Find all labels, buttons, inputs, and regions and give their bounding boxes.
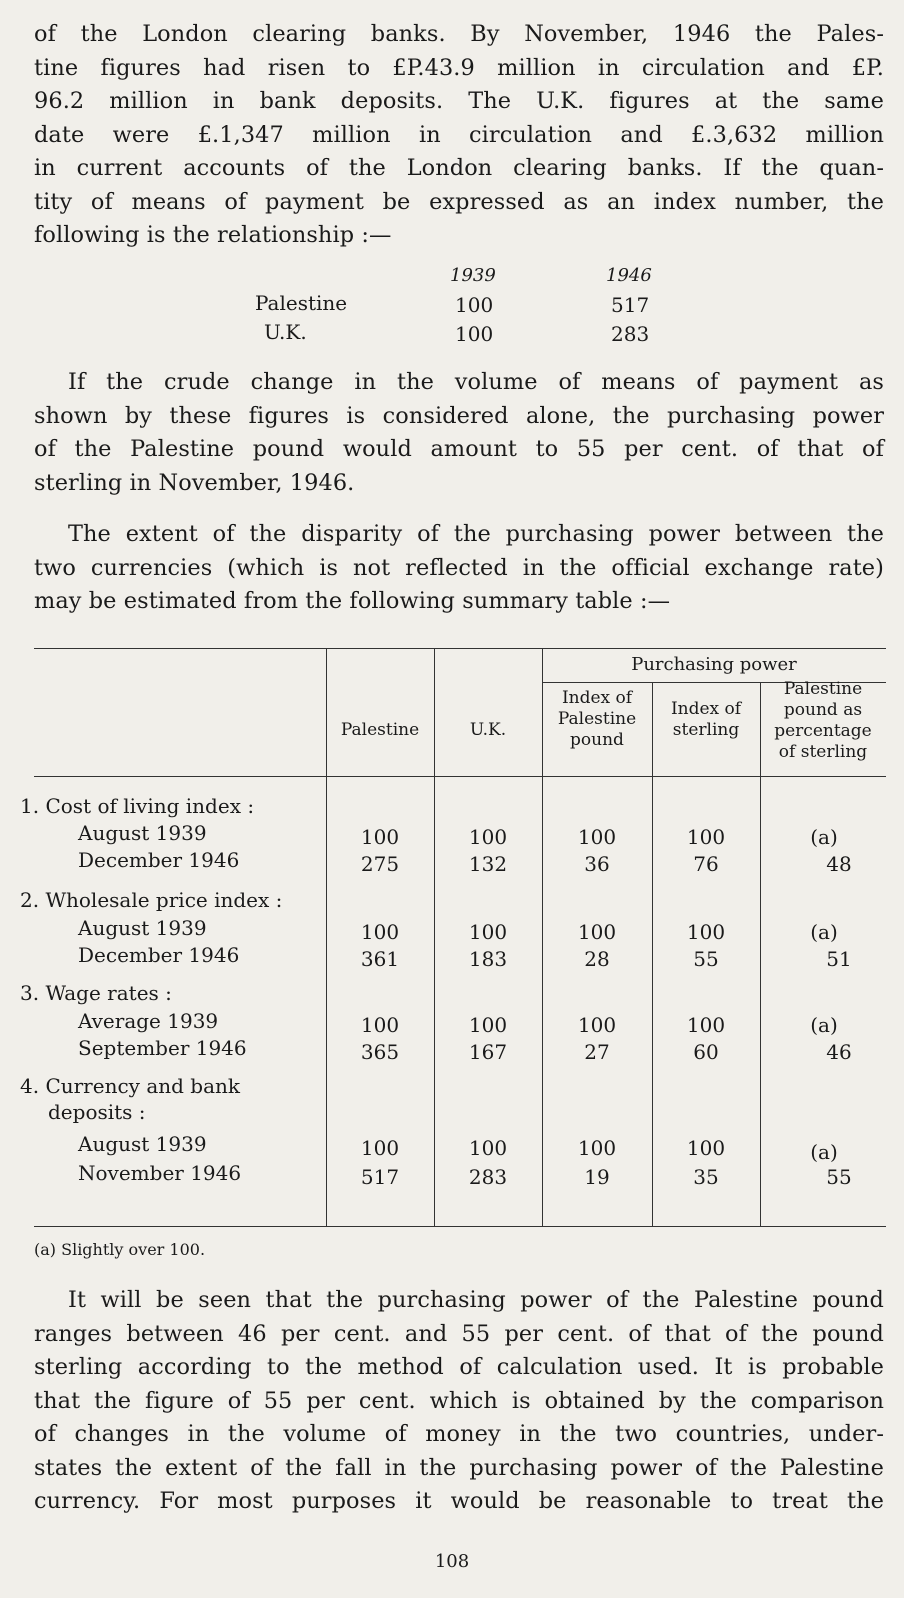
section-title-wage-rates: 3. Wage rates : [20,981,172,1005]
text-line: two currencies (which is not reflected in the official exchange rate) [34,554,884,581]
text-line: shown by these figures is considered alone, the purchasing power [34,402,884,429]
cell-value: 361 [360,947,400,971]
cell-value: 100 [577,920,617,944]
cell-value: 100 [360,1013,400,1037]
relationship-value: 100 [455,293,494,317]
cell-value: (a) [810,1013,838,1037]
table-top-rule [34,648,886,649]
cell-value: 100 [468,825,508,849]
cell-value: 35 [693,1165,719,1189]
cell-value: 183 [468,947,508,971]
cell-value: 132 [468,852,508,876]
header-index-sterling: Index of sterling [670,699,742,740]
header-bottom-rule [34,776,886,777]
text-line: If the crude change in the volume of means of payment as [68,369,884,395]
cell-value: 100 [577,1013,617,1037]
cell-value: 100 [577,825,617,849]
row-label: December 1946 [78,848,240,872]
text-line: of the London clearing banks. By November, 1946 the Pales- [34,21,884,47]
relationship-label-palestine: Palestine [255,291,348,315]
row-label: September 1946 [78,1036,247,1060]
cell-value: 100 [468,1013,508,1037]
section-title-deposits: deposits : [48,1100,146,1124]
cell-value: 36 [584,852,610,876]
paragraph-conclusion [34,1284,884,1519]
page-number: 108 [434,1551,470,1572]
cell-value: 27 [584,1040,610,1064]
cell-value: 28 [584,947,610,971]
column-divider [652,682,653,1226]
cell-value: 283 [468,1165,508,1189]
text-line: following is the relationship :— [34,222,392,248]
relationship-value: 100 [455,322,494,346]
text-line: tine figures had risen to £P.43.9 million in circulation and £P. [34,54,884,81]
text-line: that the figure of 55 per cent. which is obtained by the comparison [34,1387,884,1414]
header-palestine: Palestine [340,720,420,740]
text-line: 96.2 million in bank deposits. The U.K. figures at the same [34,88,884,114]
header-purchasing-power: Purchasing power [631,654,797,675]
cell-value: 100 [686,1013,726,1037]
row-label: August 1939 [78,1132,207,1156]
cell-value: 51 [826,947,852,971]
relationship-year-1939: 1939 [450,265,496,286]
cell-value: 55 [693,947,719,971]
cell-value: 100 [686,825,726,849]
relationship-value: 283 [611,322,650,346]
cell-value: 100 [360,825,400,849]
row-label: November 1946 [78,1161,242,1185]
section-title-wholesale-price: 2. Wholesale price index : [20,888,283,912]
relationship-year-1946: 1946 [606,265,652,286]
cell-value: 365 [360,1040,400,1064]
cell-value: 100 [577,1136,617,1160]
paragraph-crude-change [34,366,884,500]
cell-value: 100 [468,1136,508,1160]
text-line: date were £.1,347 million in circulation and £.3,632 million [34,121,884,148]
row-label: December 1946 [78,943,240,967]
cell-value: 517 [360,1165,400,1189]
cell-value: 100 [360,1136,400,1160]
table-footnote: (a) Slightly over 100. [34,1240,206,1259]
text-line: sterling in November, 1946. [34,469,355,496]
text-line: in current accounts of the London clearing banks. If the quan- [34,155,884,181]
cell-value: (a) [810,825,838,849]
cell-value: 100 [686,920,726,944]
cell-value: 19 [584,1165,610,1189]
row-label: August 1939 [78,916,207,940]
text-line: sterling according to the method of calculation used. It is probable [34,1354,884,1380]
cell-value: (a) [810,1140,838,1164]
cell-value: 60 [693,1040,719,1064]
section-title-cost-of-living: 1. Cost of living index : [20,794,255,818]
row-label: August 1939 [78,821,207,845]
cell-value: 76 [693,852,719,876]
cell-value: 55 [826,1165,852,1189]
header-uk: U.K. [469,720,507,740]
header-percentage-of-sterling: Palestine pound as percentage of sterling [774,679,872,762]
table-bottom-rule [34,1226,886,1227]
text-line: ranges between 46 per cent. and 55 per cent. of that of the pound [34,1320,884,1347]
cell-value: 46 [826,1040,852,1064]
text-line: currency. For most purposes it would be reasonable to treat the [34,1488,884,1514]
cell-value: 100 [686,1136,726,1160]
column-divider [760,682,761,1226]
relationship-value: 517 [611,293,650,317]
text-line: tity of means of payment be expressed as an index number, the [34,188,884,215]
paragraph-intro [34,18,884,253]
relationship-label-uk: U.K. [264,320,307,344]
cell-value: 275 [360,852,400,876]
section-title-currency-bank: 4. Currency and bank [20,1074,241,1098]
cell-value: 48 [826,852,852,876]
paragraph-disparity [34,518,884,619]
cell-value: (a) [810,920,838,944]
text-line: The extent of the disparity of the purchasing power between the [68,521,884,547]
cell-value: 100 [468,920,508,944]
text-line: states the extent of the fall in the purchasing power of the Palestine [34,1454,884,1481]
cell-value: 100 [360,920,400,944]
row-label: Average 1939 [78,1009,219,1033]
header-index-palestine-pound: Index of Palestine pound [557,688,637,750]
text-line: may be estimated from the following summary table :— [34,588,671,614]
text-line: of changes in the volume of money in the two countries, under- [34,1421,884,1447]
text-line: It will be seen that the purchasing power of the Palestine pound [68,1287,884,1313]
text-line: of the Palestine pound would amount to 55 per cent. of that of [34,436,884,462]
summary-table [20,648,886,1226]
cell-value: 167 [468,1040,508,1064]
